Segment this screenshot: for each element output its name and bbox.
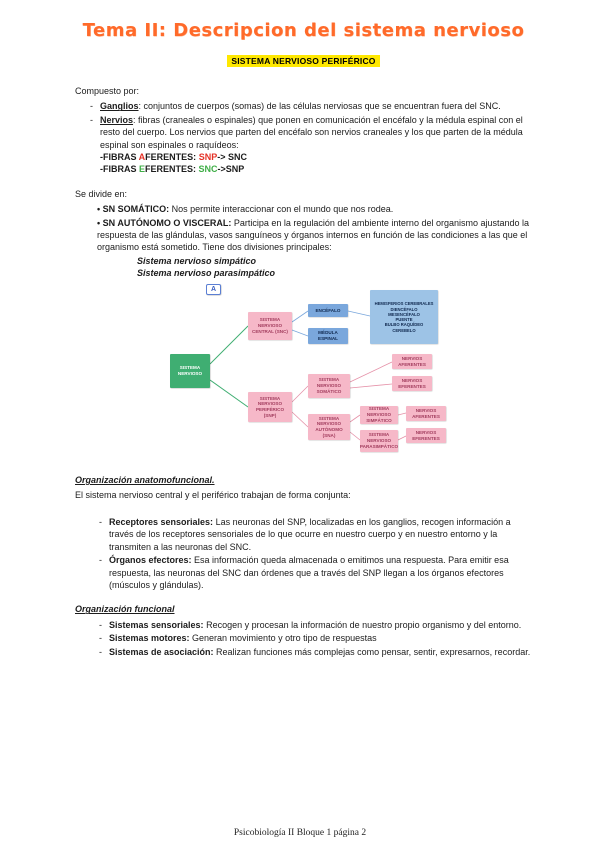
term-text: Participa en la regulación del ambiente interno del organismo ajustando la respuesta de las glándulas, vasos sanguíneos y órganos internos en función de las condiciones a las que el organismo está sometido. Tiene dos divisiones principales:: [97, 217, 530, 253]
brain-part: BULBO RAQUÍDEO: [384, 322, 424, 328]
term: • SN AUTÓNOMO O VISCERAL:: [97, 217, 232, 228]
list-item: [88, 100, 532, 112]
term-text: Nos permite interaccionar con el mundo que nos rodea.: [169, 204, 394, 215]
list-item: [97, 516, 532, 553]
term-text: : conjuntos de cuerpos (somas) de las células nerviosas que se encuentran fuera del SNC.: [138, 101, 501, 112]
division-list: [97, 203, 532, 254]
term: Nervios: [100, 114, 134, 125]
page-footer: Psicobiología II Bloque 1 página 2: [233, 828, 367, 838]
diagram-node-simpatico: SISTEMA NERVIOSO SIMPÁTICO: [360, 406, 398, 424]
brain-part: MESENCÉFALO: [388, 311, 420, 317]
term-text: Esa información queda almacenada o emitimos una respuesta. Para emitir esa respuesta, las neuronas del SNC dan órdenes que a través del SNP llegan a los órganos efectores (músculos y glándulas).: [109, 555, 509, 590]
brain-part: HEMISFERIOS CEREBRALES: [374, 301, 434, 307]
term-text: Recogen y procesan la información de nuestro propio organismo y del entorno.: [203, 619, 522, 630]
division-intro: Se divide en:: [75, 188, 128, 199]
diagram-node-parasimpatico: SISTEMA NERVIOSO PARASIMPÁTICO: [360, 430, 398, 452]
term-text: Las neuronas del SNP, localizadas en los ganglios, recogen información a través de los receptores sensoriales de lo que ocurre en nuestro cuerpo y en nuestro entorno y la transmiten a las neuronas del SNC.: [109, 516, 511, 552]
list-item: [97, 554, 532, 591]
list-item: [97, 646, 532, 658]
fiber-arrow: ->SNP: [217, 164, 245, 175]
section-heading-wrap: [75, 51, 532, 69]
body-content: [75, 85, 532, 658]
brain-part: CEREBELO: [392, 327, 416, 333]
funcional-heading: Organización funcional: [75, 604, 175, 615]
annotation-marker-a: A: [206, 284, 221, 295]
anatomo-list: [97, 516, 532, 591]
fiber-src: SNP: [198, 152, 218, 163]
fiber-prefix: -FIBRAS: [100, 152, 139, 163]
division-sub-item: Sistema nervioso simpático: [137, 255, 257, 266]
anatomo-intro: El sistema nervioso central y el periférico trabajan de forma conjunta:: [75, 490, 351, 501]
fiber-letter: A: [138, 152, 146, 163]
diagram-node-medula-espinal: MÉDULA ESPINAL: [308, 328, 348, 344]
fiber-arrow: -> SNC: [217, 152, 247, 163]
section-heading-highlight: SISTEMA NERVIOSO PERIFÉRICO: [227, 55, 379, 67]
fiber-aferentes-line: [100, 151, 532, 163]
composition-intro: Compuesto por:: [75, 86, 140, 96]
term: Órganos efectores:: [109, 555, 192, 566]
term: • SN SOMÁTICO:: [97, 204, 170, 215]
fiber-letter: E: [139, 164, 146, 175]
diagram-node-encefalo-parts: [370, 290, 438, 344]
anatomo-heading: Organización anatomofuncional.: [75, 475, 215, 486]
list-item: [97, 217, 532, 254]
list-item: [97, 203, 532, 215]
term: Ganglios: [100, 101, 139, 112]
list-item: [88, 114, 532, 176]
fiber-rest: FERENTES:: [145, 152, 199, 163]
diagram-node-nervios-aferentes-1: NERVIOS AFERENTES: [392, 354, 432, 369]
fiber-eferentes-line: [100, 163, 532, 175]
page-title: Tema II: Descripcion del sistema nervioso: [82, 20, 525, 41]
term: Receptores sensoriales:: [109, 516, 214, 527]
term-text: : fibras (craneales o espinales) que ponen en comunicación el encéfalo y la médula espinal con el resto del cuerpo. Los nervios que parten del encéfalo son nervios craneales y los que parten de la médula espinal son espinales o raquídeos:: [100, 114, 523, 150]
diagram-node-nervios-eferentes-2: NERVIOS EFERENTES: [406, 428, 446, 443]
fiber-src: SNC: [198, 164, 218, 175]
diagram-node-nervios-aferentes-2: NERVIOS AFERENTES: [406, 406, 446, 421]
diagram-node-sna: SISTEMA NERVIOSO AUTÓNOMO (SNA): [308, 414, 350, 440]
term-text: Realizan funciones más complejas como pensar, sentir, expresarnos, recordar.: [213, 646, 531, 657]
funcional-list: [97, 619, 532, 658]
fiber-prefix: -FIBRAS: [100, 164, 139, 175]
list-item: [97, 632, 532, 644]
term: Sistemas sensoriales:: [109, 619, 204, 630]
diagram-node-nervios-eferentes-1: NERVIOS EFERENTES: [392, 376, 432, 391]
brain-part: DIENCÉFALO: [390, 306, 418, 312]
diagram-node-encefalo: ENCÉFALO: [308, 304, 348, 317]
brain-part: PUENTE: [395, 317, 413, 323]
nervous-system-diagram: [170, 285, 470, 464]
diagram-node-snp: SISTEMA NERVIOSO PERIFÉRICO (SNP): [248, 392, 292, 422]
diagram-node-sistema-nervioso: SISTEMA NERVIOSO: [170, 354, 210, 388]
term-text: Generan movimiento y otro tipo de respuestas: [189, 633, 377, 644]
division-sub-item: Sistema nervioso parasimpático: [137, 268, 276, 279]
term: Sistemas de asociación:: [109, 646, 214, 657]
fiber-rest: FERENTES:: [145, 164, 199, 175]
composition-list: [88, 100, 532, 175]
diagram-node-somatico: SISTEMA NERVIOSO SOMÁTICO: [308, 374, 350, 398]
term: Sistemas motores:: [109, 633, 190, 644]
diagram-node-snc: SISTEMA NERVIOSO CENTRAL (SNC): [248, 312, 292, 340]
list-item: [97, 619, 532, 631]
